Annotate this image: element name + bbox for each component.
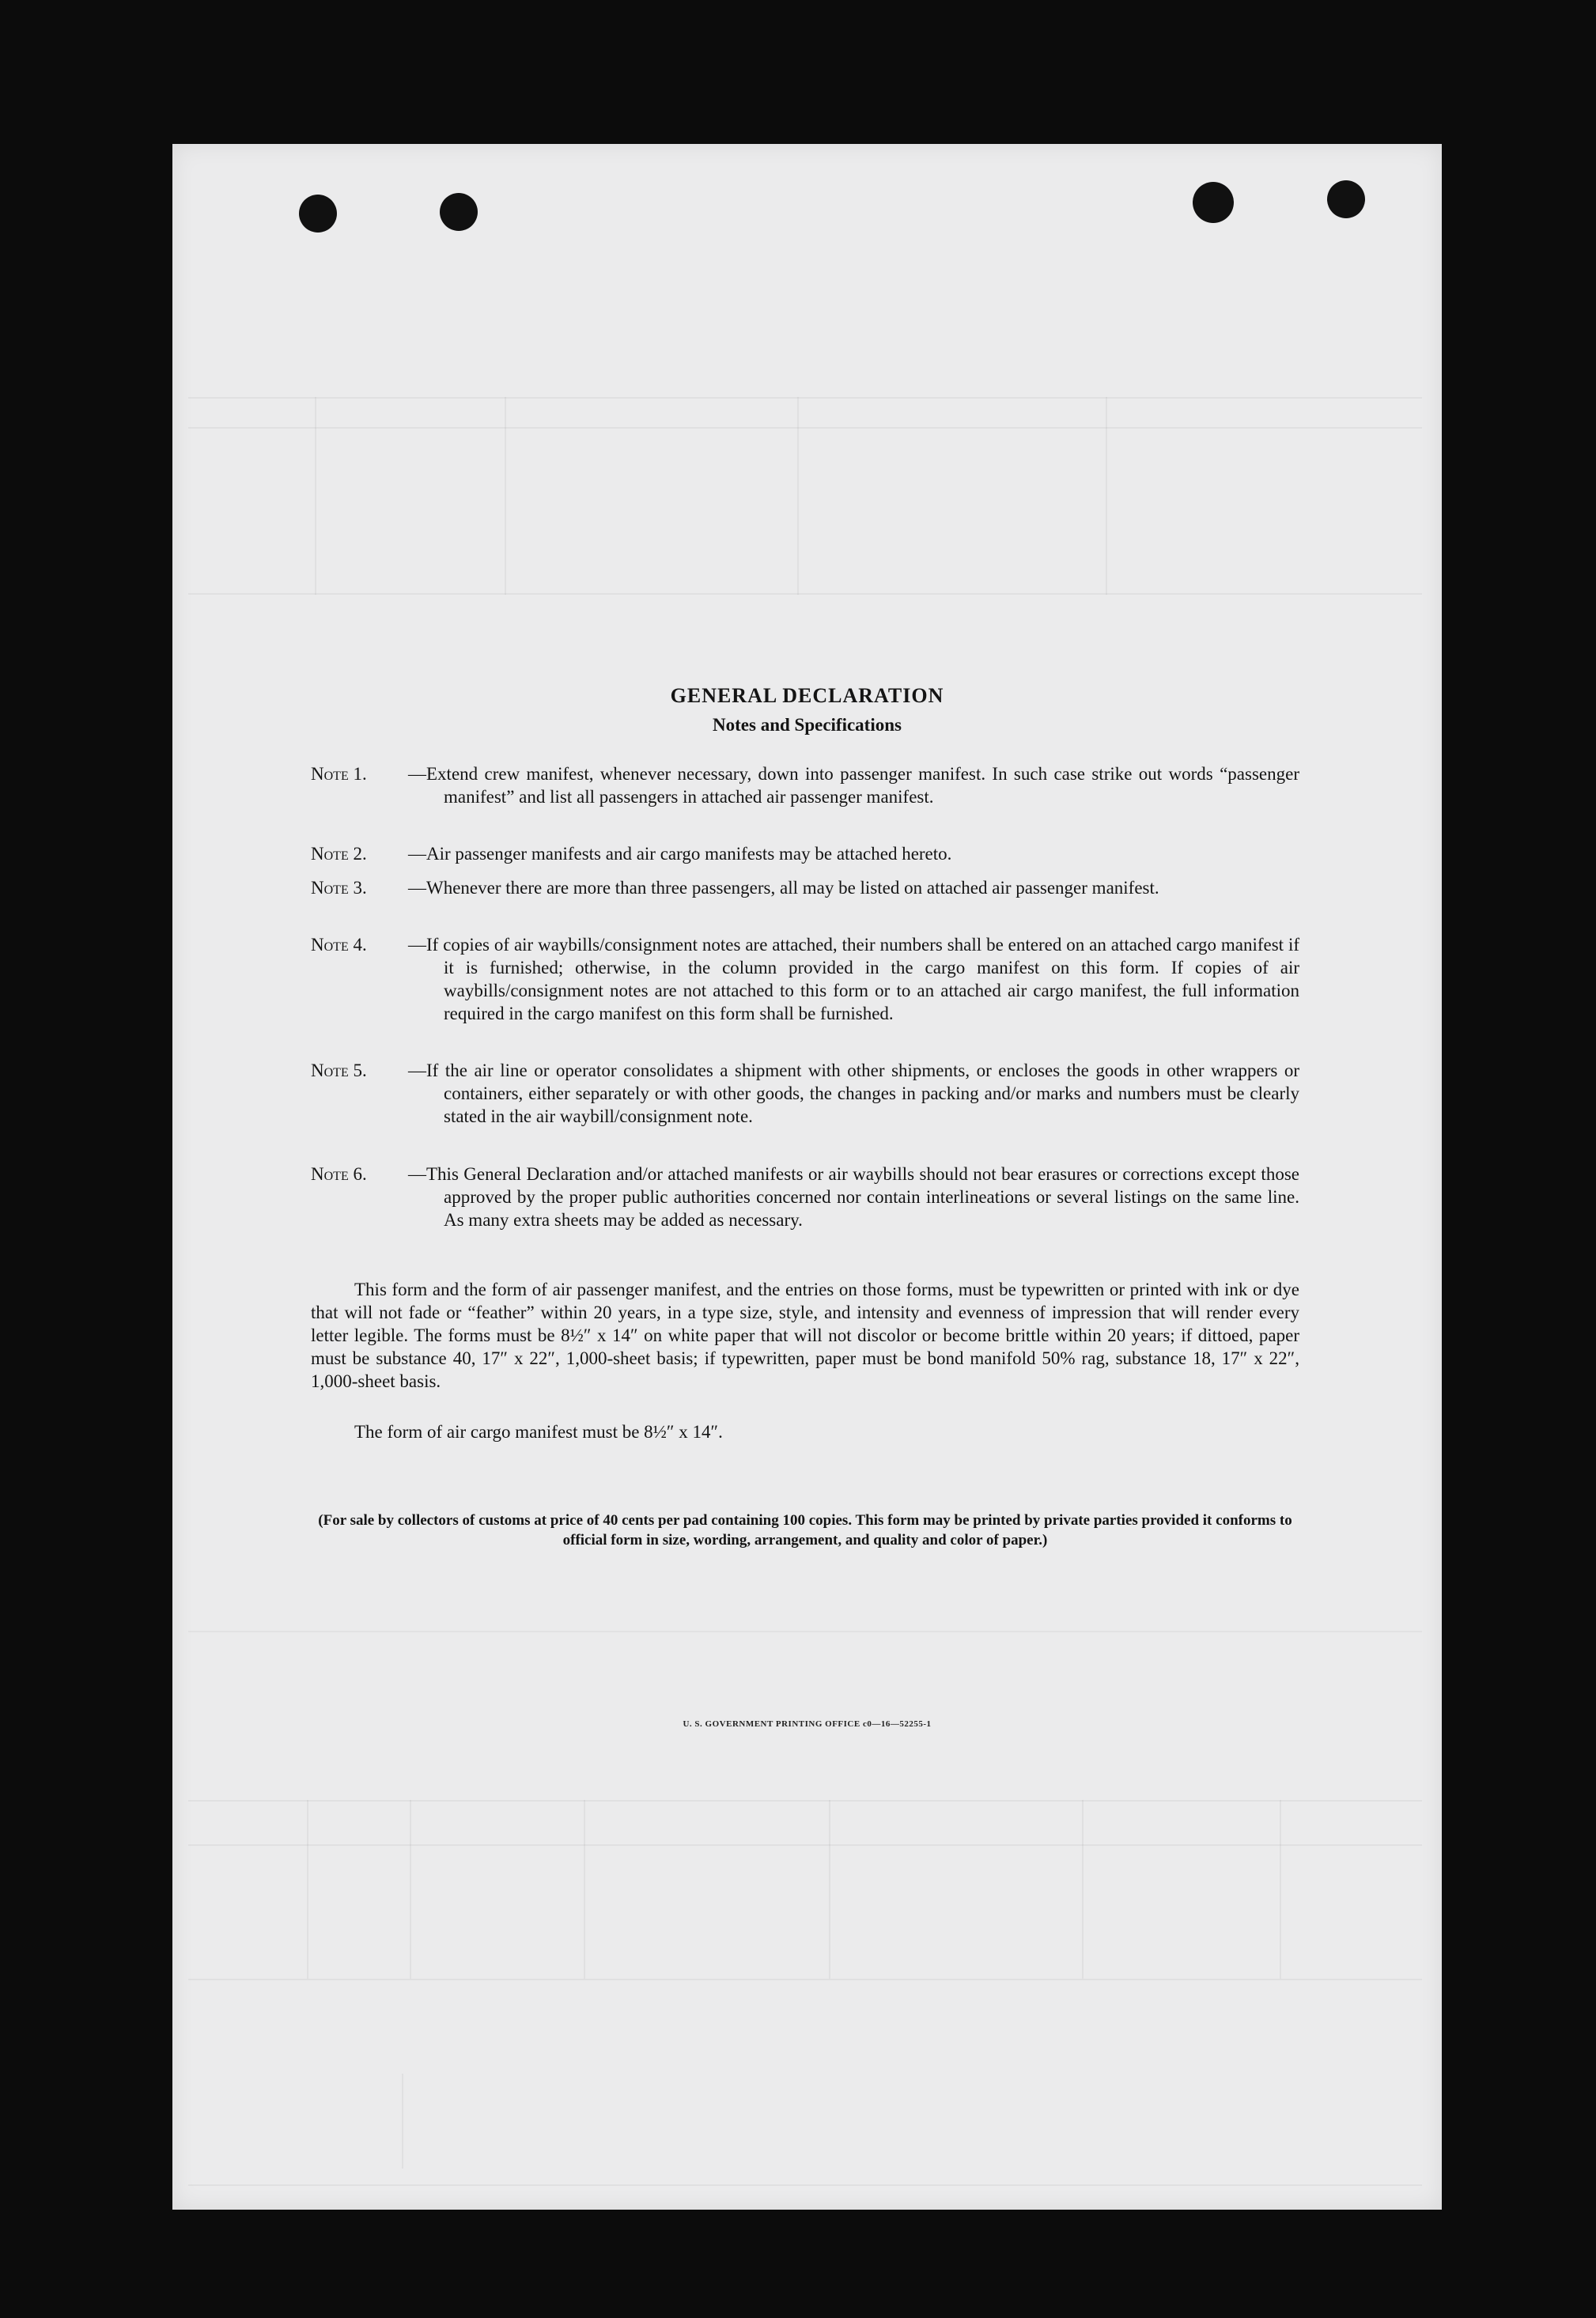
document-title: GENERAL DECLARATION [670,684,944,707]
note-5 [311,1059,1299,1128]
note-text: Note 4. —If copies of air waybills/consignment notes are attached, their numbers shall be entered on an attached cargo manifest if it is furnished; otherwise, in the column provided in the cargo manifest on this form. If copies of air waybills/consignment notes are not attached to this form or to an attached air cargo manifest, the full information required in the cargo manifest on this form shall be furnished. [311,935,1299,1023]
note-1 [311,762,1299,808]
note-label: Note 4. [311,935,367,955]
note-4 [311,933,1299,1025]
note-label: Note 6. [311,1164,367,1184]
note-6 [311,1163,1299,1231]
sale-notice: (For sale by collectors of customs at price of 40 cents per pad containing 100 copies. This form may be printed by private parties provided it conforms to official form in size, wording, arrangement, and quality and color of paper.) [318,1512,1292,1548]
document-subtitle: Notes and Specifications [713,715,902,735]
note-text: Note 2. —Air passenger manifests and air cargo manifests may be attached hereto. [311,844,952,864]
printer-imprint: U. S. GOVERNMENT PRINTING OFFICE c0—16—52255-1 [683,1719,932,1729]
note-text: Note 6. —This General Declaration and/or attached manifests or air waybills should not bear erasures or corrections except those approved by the proper public authorities concerned nor contain interlineations or several listings on the same line. As many extra sheets may be added as necessary. [311,1164,1299,1230]
note-label: Note 5. [311,1061,367,1080]
note-text: Note 3. —Whenever there are more than three passengers, all may be listed on attached air passenger manifest. [311,878,1159,898]
cargo-manifest-size: The form of air cargo manifest must be 8½″ x 14″. [354,1422,723,1442]
note-2 [311,842,1299,865]
document-page [172,144,1442,2210]
specification-paragraph: This form and the form of air passenger manifest, and the entries on those forms, must be typewritten or printed with ink or dye that will not fade or “feather” within 20 years, in a type size, style, and intensity and evenness of impression that will render every letter legible. The forms must be 8½″ x 14″ on white paper that will not discolor or become brittle within 20 years; if dittoed, paper must be substance 40, 17″ x 22″, 1,000-sheet basis; if typewritten, paper must be bond manifold 50% rag, substance 18, 17″ x 22″, 1,000-sheet basis. [311,1280,1299,1391]
note-label: Note 3. [311,878,367,898]
note-text: Note 1. —Extend crew manifest, whenever necessary, down into passenger manifest. In such case strike out words “passenger manifest” and list all passengers in attached air passenger manifest. [311,764,1299,807]
declaration-notes [172,144,1442,2210]
note-label: Note 1. [311,764,367,784]
note-text: Note 5. —If the air line or operator consolidates a shipment with other shipments, or encloses the goods in other wrappers or containers, either separately or with other goods, the changes in packing and/or marks and numbers must be clearly stated in the air waybill/consignment note. [311,1061,1299,1126]
note-3 [311,876,1299,899]
note-label: Note 2. [311,844,367,864]
